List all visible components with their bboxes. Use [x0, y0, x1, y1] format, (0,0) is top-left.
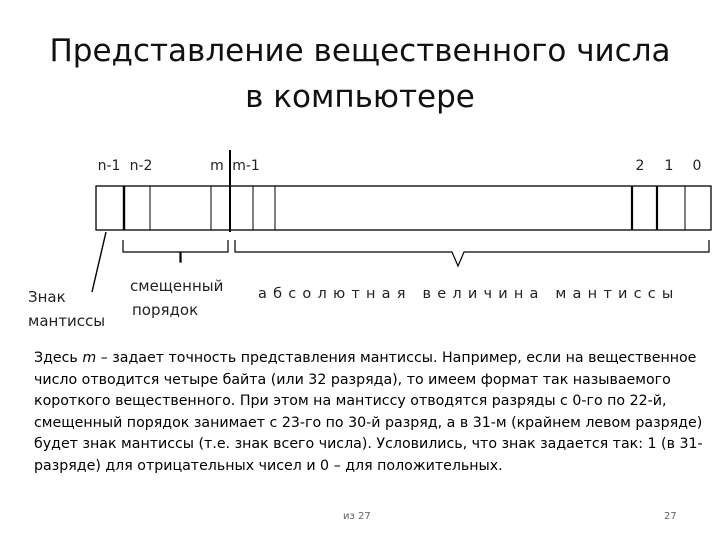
bit-label-2: 2 [635, 158, 645, 174]
exponent-label-line1: смещенный [130, 277, 224, 295]
bit-label-0: 0 [692, 158, 702, 174]
explanation-variable: m [82, 350, 97, 366]
explanation-prefix: Здесь [34, 350, 83, 366]
mantissa-label: абсолютная величина мантиссы [258, 286, 680, 302]
bit-label-n-minus-1: n-1 [97, 158, 121, 174]
explanation-text: – задает точность представления мантиссы. Например, если на вещественное число отводится четыре байта (или 32 разряда), то имеем формат так называемого короткого вещественного. При этом на мантиссу отводятся разряды с 0-го по 22-й, смещенный порядок занимает с 23-го по 30-й разряд, а в 31-м (крайнем левом разряде) будет знак мантиссы (т.е. знак всего числа). Условились, что знак задается так: 1 (в 31-разряде) для отрицательных чисел и 0 – для положительных. [34, 350, 703, 474]
bit-label-m-minus-1: m-1 [232, 158, 260, 174]
footer-page-number: 27 [664, 511, 677, 522]
cell-dividers [124, 150, 685, 232]
register-box [96, 186, 711, 230]
sign-pointer [92, 232, 106, 292]
explanation-paragraph [34, 348, 718, 477]
footer-total-pages: из 27 [343, 511, 371, 522]
sign-label-line2: мантиссы [28, 312, 106, 330]
slide-title-line1: Представление вещественного числа [49, 33, 671, 69]
bit-label-m: m [210, 158, 224, 174]
exponent-label-line2: порядок [132, 301, 199, 319]
exponent-brace [123, 240, 228, 262]
mantissa-brace [235, 240, 709, 266]
slide-title-line2: в компьютере [245, 79, 475, 115]
bit-label-1: 1 [664, 158, 674, 174]
sign-label-line1: Знак [28, 288, 66, 306]
bit-label-n-minus-2: n-2 [129, 158, 153, 174]
